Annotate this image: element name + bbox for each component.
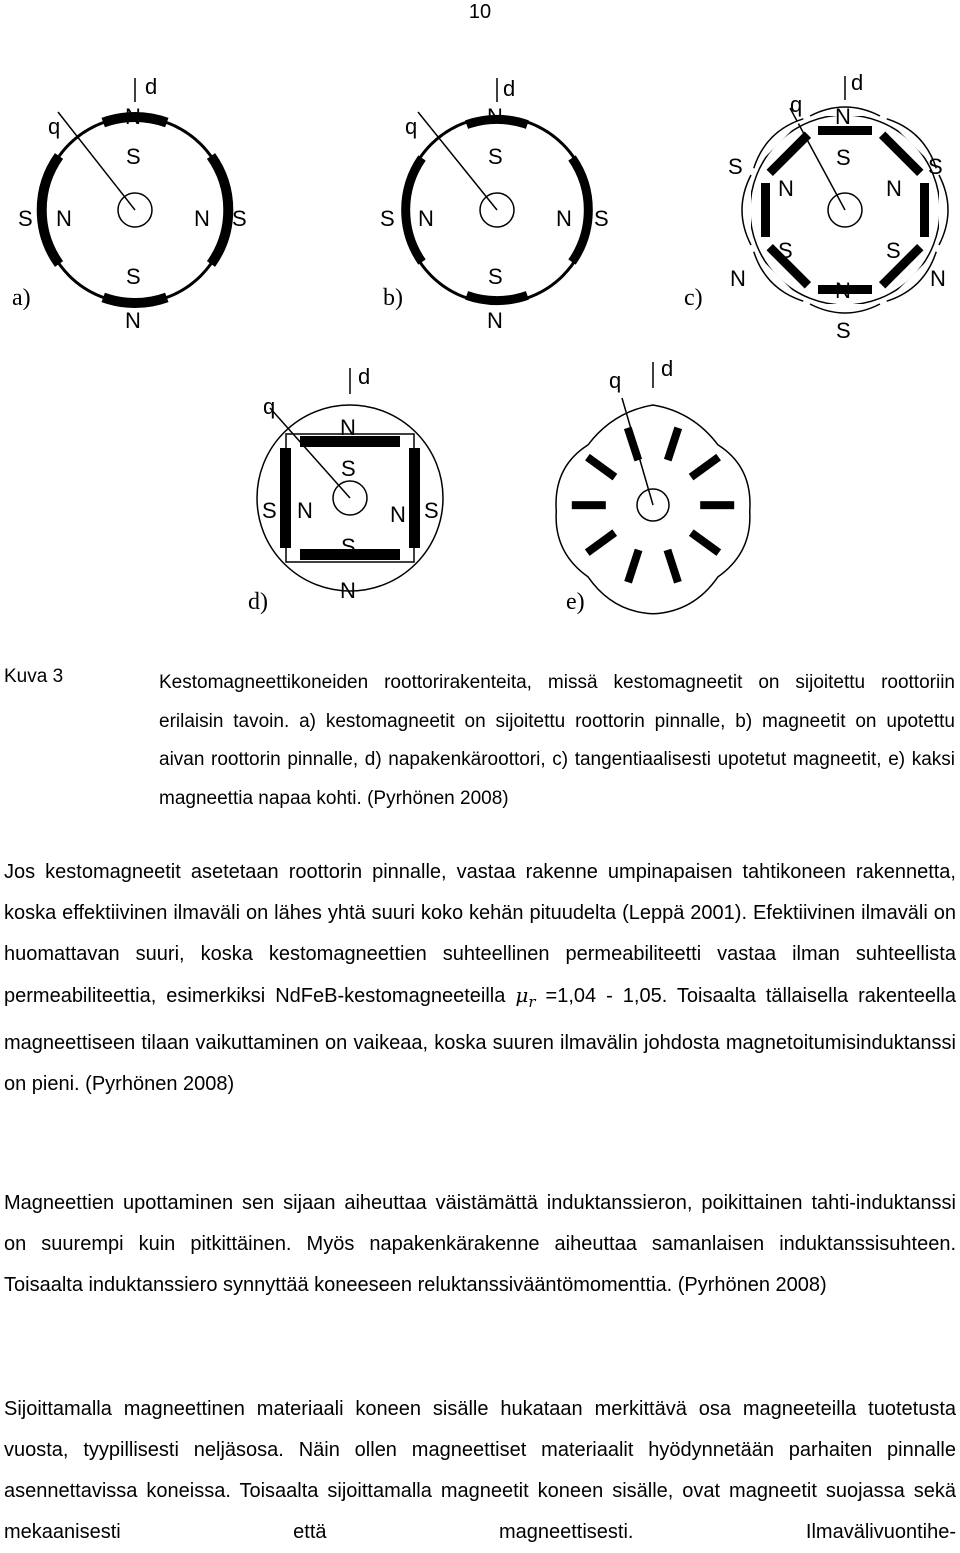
pole-label: N	[125, 104, 141, 129]
pole-label: S	[424, 498, 439, 523]
pole-label: N	[56, 206, 72, 231]
pole-label: S	[341, 534, 356, 559]
rotor-panel-a	[12, 74, 247, 333]
rotor-panel-d	[248, 364, 443, 615]
pole-label: N	[125, 308, 141, 333]
pole-label: S	[488, 144, 503, 169]
pole-label: S	[594, 206, 609, 231]
d-axis-label-d: d	[358, 364, 371, 389]
panel-label-c: c)	[684, 285, 703, 311]
mu-r-symbol: $\mu_r$	[515, 983, 536, 1011]
pole-label: N	[487, 104, 503, 129]
pole-label: S	[836, 318, 851, 343]
pole-label: N	[487, 308, 503, 333]
pole-label: N	[778, 176, 794, 201]
pole-label: S	[341, 456, 356, 481]
pole-label: N	[390, 502, 406, 527]
q-axis-label-c: q	[790, 92, 803, 117]
pole-label: S	[380, 206, 395, 231]
pole-label: N	[556, 206, 572, 231]
pole-label: S	[778, 238, 793, 263]
body-paragraph-3: Sijoittamalla magneettinen materiaali koneen sisälle hukataan merkittävä osa magneeteilla tuotetusta vuosta, tyypillisesti neljäsosa. Näin ollen magneettiset materiaalit hyödynnetään parhaiten pinnalle asennettavissa koneissa. Toisaalta sijoittamalla magneetit koneen sisälle, ovat magneetit suojassa sekä mekaanisesti että magneettisesti. Ilmavälivuontihe-	[4, 1398, 956, 1543]
pole-label: N	[930, 266, 946, 291]
d-axis-label-a: d	[145, 74, 158, 99]
pole-label: S	[928, 154, 943, 179]
pole-label: S	[18, 206, 33, 231]
body-paragraph-1	[4, 852, 956, 1105]
body-paragraph-2: Magneettien upottaminen sen sijaan aiheuttaa väistämättä induktanssieron, poikittainen tahti-induktanssi on suurempi kuin pitkittäinen. Myös napakenkärakenne aiheuttaa samanlaisen induktanssisuhteen. Toisaalta induktanssiero synnyttää koneeseen reluktanssivääntömomenttia. (Pyrhönen 2008)	[4, 1192, 956, 1296]
pole-label: N	[835, 278, 851, 303]
pole-label: N	[340, 578, 356, 603]
q-axis-label-e: q	[609, 368, 622, 393]
d-axis-label-b: d	[503, 76, 516, 101]
rotor-panel-e	[556, 356, 750, 615]
panel-label-e: e)	[566, 589, 585, 615]
page-number: 10	[468, 1, 492, 23]
pole-label: N	[297, 498, 313, 523]
panel-label-a: a)	[12, 285, 31, 311]
caption-label: Kuva 3	[4, 666, 64, 687]
q-axis-label-a: q	[48, 114, 61, 139]
pole-label: S	[232, 206, 247, 231]
q-axis-label-b: q	[405, 114, 418, 139]
figure-caption: Kestomagneettikoneiden roottorirakenteita, missä kestomagneetit on sijoitettu roottoriin erilaisin tavoin. a) kestomagneetit on sijoitettu roottorin pinnalle, b) magneetit on upotettu aivan roottorin pinnalle, d) napakenkäroottori, c) tangentiaalisesti upotetut magneetit, e) kaksi magneettia napaa kohti. (Pyrhönen 2008)	[159, 672, 955, 809]
panel-label-b: b)	[383, 285, 403, 311]
pole-label: S	[728, 154, 743, 179]
d-axis-label-e: d	[661, 356, 674, 381]
rotor-panel-c	[684, 70, 948, 343]
paragraph-text: Jos kestomagneetit asetetaan roottorin pinnalle, vastaa rakenne umpinapaisen tahtikoneen rakennetta, koska effektiivinen ilmaväli on lähes yhtä suuri koko kehän pituudelta (Leppä 2001). Efektiivinen ilmaväli on huomattavan suuri, koska kestomagneettien suhteellinen permeabiliteetti vastaa ilman suhteellista permeabiliteettia, esimerkiksi NdFeB-kestomagneeteilla	[4, 861, 956, 1007]
pole-label: S	[886, 238, 901, 263]
rotor-panel-b	[380, 76, 609, 333]
pole-label: S	[836, 145, 851, 170]
d-axis-label-c: d	[851, 70, 864, 95]
pole-label: N	[340, 415, 356, 440]
pole-label: N	[418, 206, 434, 231]
pole-label: S	[488, 264, 503, 289]
pole-label: N	[730, 266, 746, 291]
pole-label: N	[194, 206, 210, 231]
pole-label: S	[262, 498, 277, 523]
rotor-structures-figure	[0, 60, 960, 620]
pole-label: S	[126, 144, 141, 169]
panel-label-d: d)	[248, 589, 268, 615]
pole-label: S	[126, 264, 141, 289]
pole-label: N	[835, 104, 851, 129]
pole-label: N	[886, 176, 902, 201]
paragraph-text: =1,04 - 1,05. Toisaalta tällaisella rakenteella magneettiseen tilaan vaikuttaminen on vaikeaa, koska suuren ilmavälin johdosta magnetoitumisinduktanssi on pieni. (Pyrhönen 2008)	[4, 985, 956, 1095]
q-axis-label-d: q	[263, 394, 276, 419]
